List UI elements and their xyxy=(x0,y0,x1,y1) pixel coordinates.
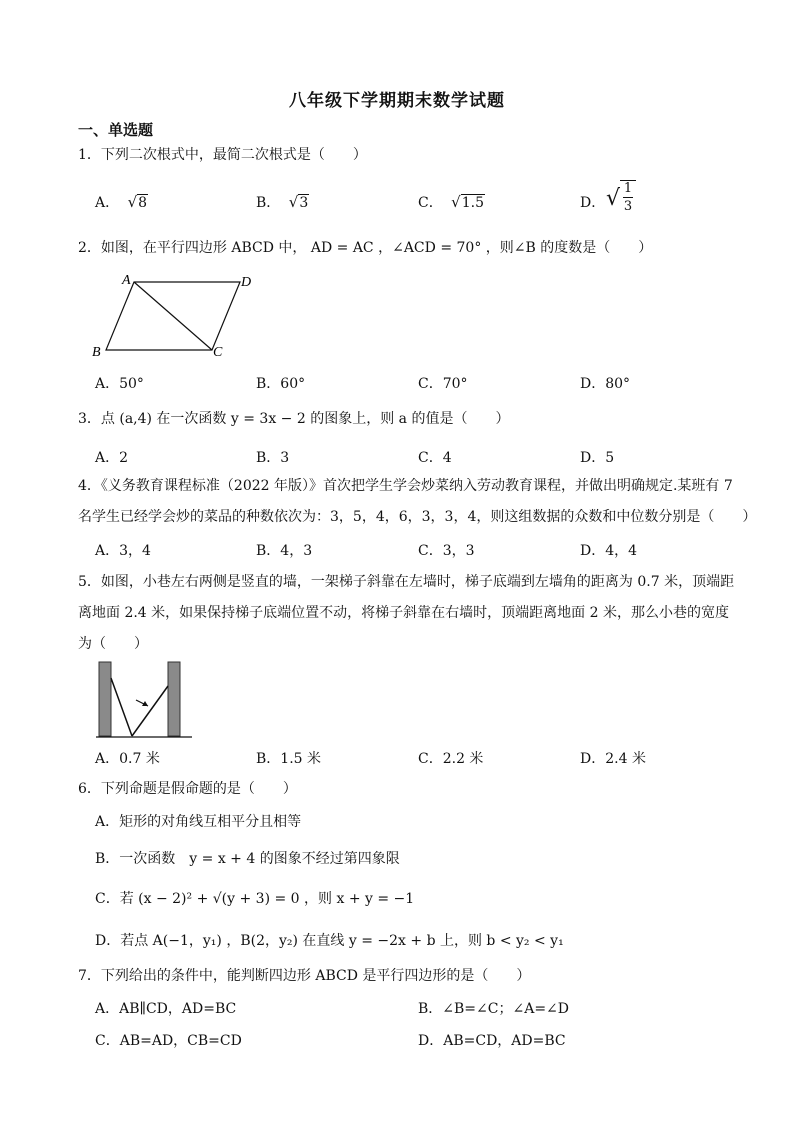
question-5-line-1: 5．如图，小巷左右两侧是竖直的墙，一架梯子斜靠在左墙时，梯子底端到左墙角的距离为 0.7 米，顶端距 xyxy=(78,574,735,590)
q1-option-a-math: √8 xyxy=(127,193,148,211)
q6-option-a: A．矩形的对角线互相平分且相等 xyxy=(95,814,302,830)
ladder-left xyxy=(111,678,132,736)
page-title: 八年级下学期期末数学试题 xyxy=(289,91,505,111)
q7-option-b: B．∠B=∠C；∠A=∠D xyxy=(418,1001,570,1017)
q5-option-b: B．1.5 米 xyxy=(256,751,322,767)
q7-option-d: D．AB=CD，AD=BC xyxy=(418,1033,566,1049)
vertex-label-c: C xyxy=(213,345,223,360)
question-5-line-3: 为（ ） xyxy=(78,636,148,652)
q5-option-d: D．2.4 米 xyxy=(580,751,646,767)
q1-option-b xyxy=(256,192,309,212)
ladder-right xyxy=(132,686,168,736)
q6-option-b: B．一次函数 y = x + 4 的图象不经过第四象限 xyxy=(95,851,400,867)
left-wall xyxy=(99,662,111,736)
q5-option-a: A．0.7 米 xyxy=(95,751,160,767)
right-wall xyxy=(168,662,180,736)
question-2-text: 2．如图，在平行四边形 ABCD 中， AD = AC ，∠ACD = 70° ，则∠B 的度数是（ ） xyxy=(78,240,653,256)
question-4-line-1: 4．《义务教育课程标准（2022 年版）》首次把学生学会炒菜纳入劳动教育课程，并做出明确规定.某班有 7 xyxy=(78,478,733,494)
vertex-label-d: D xyxy=(241,275,252,290)
q4-option-b: B．4，3 xyxy=(256,543,313,559)
q1-option-d xyxy=(580,192,605,212)
q1-option-b-label: B． xyxy=(256,195,281,211)
q3-option-b: B．3 xyxy=(256,450,290,466)
vertex-label-b: B xyxy=(92,345,101,360)
question-4-line-2: 名学生已经学会炒的菜品的种数依次为：3，5，4，6，3，3，4，则这组数据的众数和中位数分别是（ ） xyxy=(78,509,757,525)
q1-option-c-label: C． xyxy=(418,195,443,211)
question-6-text: 6．下列命题是假命题的是（ ） xyxy=(78,781,297,797)
question-7-text: 7．下列给出的条件中，能判断四边形 ABCD 是平行四边形的是（ ） xyxy=(78,968,531,984)
section-heading: 一、单选题 xyxy=(78,121,154,139)
q2-option-c: C．70° xyxy=(418,376,468,392)
q2-option-d: D．80° xyxy=(580,376,631,392)
q1-option-a xyxy=(95,192,148,212)
q4-option-d: D．4，4 xyxy=(580,543,638,559)
question-3-text: 3．点 (a,4) 在一次函数 y = 3x − 2 的图象上，则 a 的值是（ ） xyxy=(78,411,510,427)
parallelogram-figure xyxy=(90,270,260,360)
q4-option-a: A．3，4 xyxy=(95,543,151,559)
diagonal-ac xyxy=(134,282,212,350)
q6-option-d: D．若点 A(−1，y₁) ，B(2，y₂) 在直线 y = −2x + b 上，则 b < y₂ < y₁ xyxy=(95,933,564,949)
vertex-label-a: A xyxy=(122,273,131,288)
question-1-text: 1．下列二次根式中，最简二次根式是（ ） xyxy=(78,147,367,163)
q2-option-b: B．60° xyxy=(256,376,306,392)
q6-option-c: C．若 (x − 2)² + √(y + 3) = 0 ，则 x + y = −1 xyxy=(95,891,415,907)
q2-option-a: A．50° xyxy=(95,376,144,392)
question-5-line-2: 离地面 2.4 米，如果保持梯子底端位置不动，将梯子斜靠在右墙时，顶端距离地面 2 米，那么小巷的宽度 xyxy=(78,605,729,621)
q1-option-b-math: √3 xyxy=(288,193,309,211)
q1-option-a-label: A． xyxy=(95,195,120,211)
q7-option-a: A．AB∥CD，AD=BC xyxy=(95,1001,237,1017)
q1-option-c xyxy=(418,192,485,212)
q3-option-a: A．2 xyxy=(95,450,129,466)
q4-option-c: C．3，3 xyxy=(418,543,475,559)
q7-option-c: C．AB=AD，CB=CD xyxy=(95,1033,242,1049)
q3-option-c: C．4 xyxy=(418,450,452,466)
ladder-figure xyxy=(96,660,196,740)
q3-option-d: D．5 xyxy=(580,450,615,466)
q1-option-d-label: D． xyxy=(580,195,606,211)
q5-option-c: C．2.2 米 xyxy=(418,751,484,767)
q1-option-c-math: √1.5 xyxy=(451,193,484,211)
